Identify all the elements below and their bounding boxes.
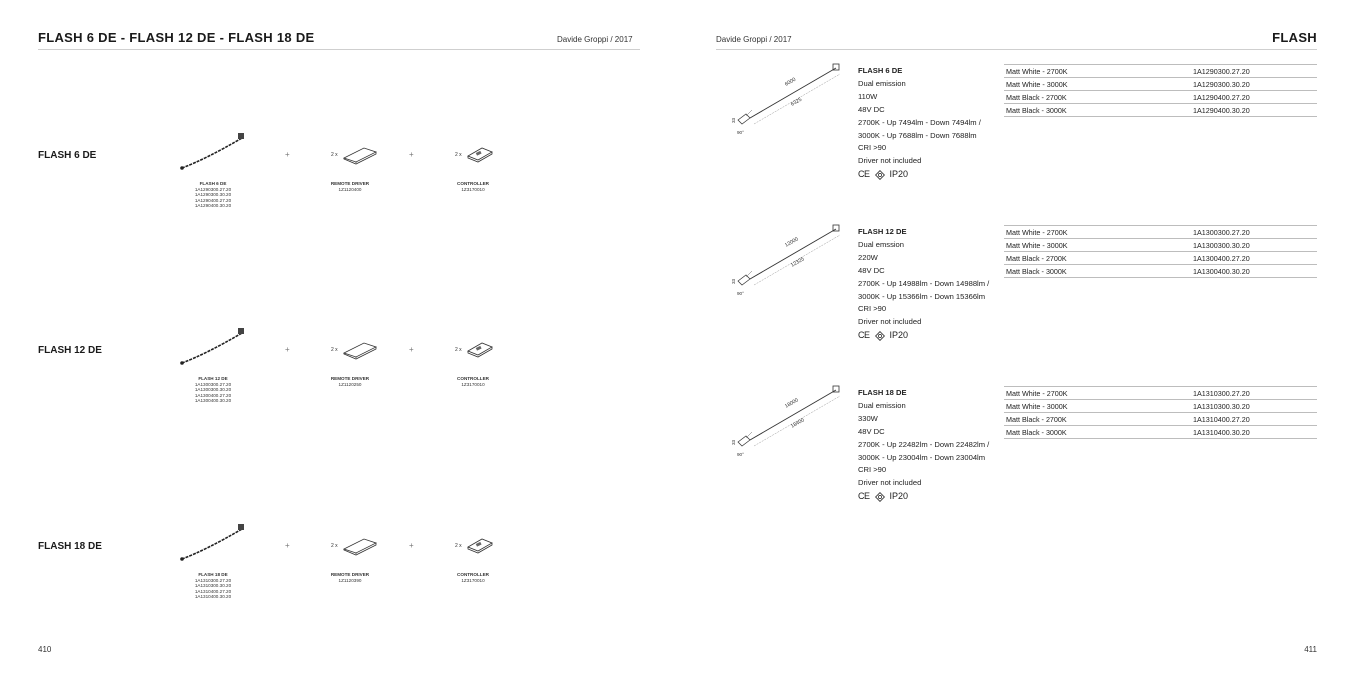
driver-label: REMOTE DRIVER — [330, 572, 370, 577]
variant-finish: Matt Black - 3000K — [1004, 265, 1191, 278]
controller-label: CONTROLLER — [457, 181, 489, 186]
ip-rating: IP20 — [889, 330, 909, 341]
cert-badges — [858, 329, 1003, 342]
remote-driver-icon — [342, 535, 378, 555]
product-flux-2: 3000K - Up 7688lm - Down 7688lm — [858, 130, 977, 140]
product-emission: Dual emission — [858, 78, 906, 88]
variant-code: 1A1310300.27.20 — [1191, 387, 1317, 400]
plus-sign: + — [285, 345, 290, 354]
product-flux-2: 3000K - Up 23004lm - Down 23004lm — [858, 452, 986, 462]
left-designer: Davide Groppi / 2017 — [557, 35, 633, 44]
cert-badges — [858, 490, 1003, 503]
lamp-name: FLASH 6 DE — [199, 181, 227, 186]
product-specs — [858, 387, 1003, 503]
dim-height: 33 — [731, 278, 736, 284]
product-name: FLASH 6 DE — [858, 66, 903, 75]
table-row — [1004, 226, 1317, 239]
variant-code: 1A1300300.30.20 — [1191, 239, 1317, 252]
variant-code: 1A1310400.27.20 — [1191, 413, 1317, 426]
right-header-rule — [716, 49, 1317, 50]
controller-label: CONTROLLER — [457, 376, 489, 381]
controller-info — [443, 181, 503, 192]
right-designer: Davide Groppi / 2017 — [716, 35, 792, 44]
variants-table — [1004, 386, 1317, 439]
product-power: 330W — [858, 413, 878, 423]
dimension-drawing — [728, 62, 850, 138]
lamp-cable-icon — [178, 523, 248, 563]
product-power: 110W — [858, 91, 878, 101]
driver-code: 1Z1120250 — [338, 381, 362, 387]
table-row — [1004, 78, 1317, 91]
product-flux-1: 2700K - Up 7494lm - Down 7494lm / — [858, 117, 981, 127]
variant-code: 1A1300400.27.20 — [1191, 252, 1317, 265]
dim-height: 33 — [731, 439, 736, 445]
product-specs — [858, 65, 1003, 181]
product-cri: CRI >90 — [858, 304, 887, 314]
driver-info — [320, 376, 380, 387]
variant-finish: Matt White - 2700K — [1004, 226, 1191, 239]
controller-code: 1Z3170010 — [461, 577, 485, 583]
variant-finish: Matt Black - 3000K — [1004, 426, 1191, 439]
product-driver-note: Driver not included — [858, 317, 922, 327]
table-row — [1004, 91, 1317, 104]
lamp-cable-icon — [178, 327, 248, 367]
table-row — [1004, 426, 1317, 439]
lamp-code: 1A1300400.30.20 — [194, 398, 232, 404]
lamp-name: FLASH 18 DE — [198, 572, 228, 577]
left-page-title: FLASH 6 DE - FLASH 12 DE - FLASH 18 DE — [38, 30, 315, 45]
driver-label: REMOTE DRIVER — [330, 181, 370, 186]
product-cri: CRI >90 — [858, 143, 887, 153]
product-flux-1: 2700K - Up 22482lm - Down 22482lm / — [858, 439, 990, 449]
row-title: FLASH 12 DE — [38, 345, 102, 356]
lamp-info — [180, 181, 246, 209]
dim-angle: 90° — [737, 291, 744, 296]
table-row — [1004, 252, 1317, 265]
controller-info — [443, 376, 503, 387]
energy-class-icon — [875, 331, 885, 341]
lamp-code: 1A1310300.27.20 — [194, 577, 232, 583]
dim-long: 6000 — [784, 76, 797, 88]
plus-sign: + — [285, 150, 290, 159]
row-title: FLASH 18 DE — [38, 541, 102, 552]
lamp-code: 1A1300300.30.20 — [194, 387, 232, 393]
variant-code: 1A1290400.30.20 — [1191, 104, 1317, 117]
lamp-code: 1A1310400.30.20 — [194, 594, 232, 600]
variant-code: 1A1290300.30.20 — [1191, 78, 1317, 91]
driver-code: 1Z1120400 — [338, 186, 362, 192]
controller-icon — [466, 339, 494, 359]
product-name: FLASH 18 DE — [858, 388, 907, 397]
plus-sign: + — [409, 345, 414, 354]
product-emission: Dual emssion — [858, 239, 905, 249]
product-cri: CRI >90 — [858, 465, 887, 475]
variant-finish: Matt White - 2700K — [1004, 65, 1191, 78]
controller-icon — [466, 144, 494, 164]
controller-quantity: 2 x — [455, 152, 462, 158]
table-row — [1004, 400, 1317, 413]
variant-code: 1A1300300.27.20 — [1191, 226, 1317, 239]
driver-quantity: 2 x — [331, 543, 338, 549]
variant-finish: Matt White - 2700K — [1004, 387, 1191, 400]
cert-badges — [858, 168, 1003, 181]
table-row — [1004, 413, 1317, 426]
product-flux-1: 2700K - Up 14988lm - Down 14988lm / — [858, 278, 990, 288]
energy-class-icon — [875, 170, 885, 180]
remote-driver-icon — [342, 144, 378, 164]
driver-info — [320, 572, 380, 583]
driver-quantity: 2 x — [331, 152, 338, 158]
lamp-code: 1A1300400.27.20 — [194, 392, 232, 398]
lamp-code: 1A1310400.27.20 — [194, 588, 232, 594]
variant-code: 1A1290400.27.20 — [1191, 91, 1317, 104]
ce-mark: CE — [858, 169, 870, 180]
dimension-drawing — [728, 384, 850, 460]
left-header-rule — [38, 49, 640, 50]
energy-class-icon — [875, 492, 885, 502]
product-voltage: 48V DC — [858, 426, 885, 436]
controller-code: 1Z3170010 — [461, 186, 485, 192]
dim-angle: 90° — [737, 452, 744, 457]
table-row — [1004, 387, 1317, 400]
plus-sign: + — [409, 541, 414, 550]
table-row — [1004, 65, 1317, 78]
remote-driver-icon — [342, 339, 378, 359]
dim-short: 18400 — [790, 417, 806, 430]
variant-finish: Matt White - 3000K — [1004, 400, 1191, 413]
variants-table — [1004, 64, 1317, 117]
lamp-info — [180, 572, 246, 600]
variant-finish: Matt Black - 2700K — [1004, 252, 1191, 265]
variant-code: 1A1290300.27.20 — [1191, 65, 1317, 78]
variant-finish: Matt White - 3000K — [1004, 239, 1191, 252]
driver-code: 1Z1120390 — [338, 577, 362, 583]
row-title: FLASH 6 DE — [38, 150, 97, 161]
ip-rating: IP20 — [889, 169, 909, 180]
right-page-title: FLASH — [1272, 30, 1317, 45]
product-flux-2: 3000K - Up 15366lm - Down 15366lm — [858, 291, 986, 301]
controller-label: CONTROLLER — [457, 572, 489, 577]
variants-table — [1004, 225, 1317, 278]
driver-quantity: 2 x — [331, 347, 338, 353]
product-emission: Dual emission — [858, 400, 906, 410]
controller-code: 1Z3170010 — [461, 381, 485, 387]
product-voltage: 48V DC — [858, 265, 885, 275]
product-name: FLASH 12 DE — [858, 227, 907, 236]
lamp-code: 1A1300300.27.20 — [194, 381, 232, 387]
lamp-code: 1A1290400.27.20 — [194, 197, 232, 203]
variant-code: 1A1310300.30.20 — [1191, 400, 1317, 413]
dim-height: 33 — [731, 117, 736, 123]
product-driver-note: Driver not included — [858, 478, 922, 488]
lamp-code: 1A1310300.30.20 — [194, 583, 232, 589]
variant-finish: Matt Black - 2700K — [1004, 413, 1191, 426]
dim-short: 12325 — [790, 256, 806, 269]
product-power: 220W — [858, 252, 878, 262]
dim-short: 6325 — [790, 96, 803, 108]
product-specs — [858, 226, 1003, 342]
variant-code: 1A1310400.30.20 — [1191, 426, 1317, 439]
dim-long: 18000 — [784, 397, 800, 410]
controller-quantity: 2 x — [455, 347, 462, 353]
controller-quantity: 2 x — [455, 543, 462, 549]
variant-finish: Matt White - 3000K — [1004, 78, 1191, 91]
lamp-name: FLASH 12 DE — [198, 376, 228, 381]
ce-mark: CE — [858, 330, 870, 341]
table-row — [1004, 265, 1317, 278]
plus-sign: + — [285, 541, 290, 550]
dim-angle: 90° — [737, 130, 744, 135]
lamp-code: 1A1290300.30.20 — [194, 192, 232, 198]
table-row — [1004, 104, 1317, 117]
dim-long: 12000 — [784, 236, 800, 249]
right-page-number: 411 — [1304, 645, 1317, 654]
controller-info — [443, 572, 503, 583]
ip-rating: IP20 — [889, 491, 909, 502]
driver-label: REMOTE DRIVER — [330, 376, 370, 381]
variant-code: 1A1300400.30.20 — [1191, 265, 1317, 278]
product-driver-note: Driver not included — [858, 156, 922, 166]
table-row — [1004, 239, 1317, 252]
variant-finish: Matt Black - 2700K — [1004, 91, 1191, 104]
lamp-info — [180, 376, 246, 404]
driver-info — [320, 181, 380, 192]
controller-icon — [466, 535, 494, 555]
variant-finish: Matt Black - 3000K — [1004, 104, 1191, 117]
lamp-code: 1A1290400.30.20 — [194, 203, 232, 209]
lamp-code: 1A1290300.27.20 — [194, 186, 232, 192]
left-page-number: 410 — [38, 645, 52, 654]
ce-mark: CE — [858, 491, 870, 502]
plus-sign: + — [409, 150, 414, 159]
lamp-cable-icon — [178, 132, 248, 172]
dimension-drawing — [728, 223, 850, 299]
product-voltage: 48V DC — [858, 104, 885, 114]
